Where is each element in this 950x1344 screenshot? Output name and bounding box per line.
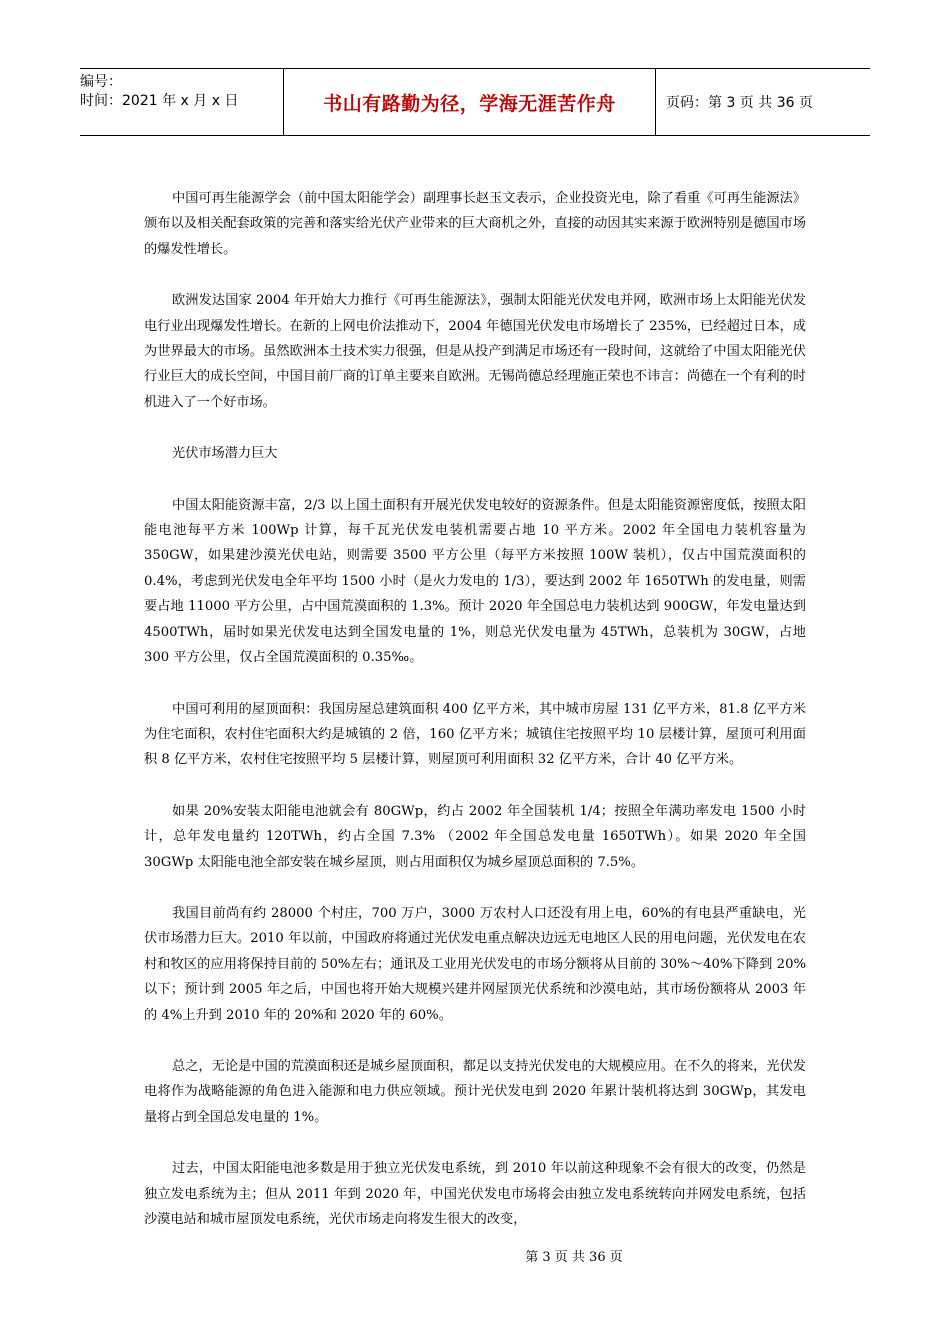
paragraph-8: 过去，中国太阳能电池多数是用于独立光伏发电系统，到 2010 年以前这种现象不会有很大的改变，仍然是独立发电系统为主；但从 2011 年到 2020 年，中国光伏发电市场将会由独立发电系统转向并网发电系统，包括沙漠电站和城市屋顶发电系统，光伏市场走向将发生很大的改变， <box>144 1161 806 1227</box>
paragraph-7: 总之，无论是中国的荒漠面积还是城乡屋顶面积，都足以支持光伏发电的大规模应用。在不久的将来，光伏发电将作为战略能源的角色进入能源和电力供应领域。预计光伏发电到 2020 年累计装机将达到 30GWp，其发电量将占到全国总发电量的 1%。 <box>144 1058 806 1125</box>
paragraph-4: 中国可利用的屋顶面积：我国房屋总建筑面积 400 亿平方米，其中城市房屋 131 亿平方米，81.8 亿平方米为住宅面积，农村住宅面积大约是城镇的 2 倍，160 亿平方米；城镇住宅按照平均 10 层楼计算，屋顶可利用面积 8 亿平方米，农村住宅按照平均 5 层楼计算，则屋顶可利用面积 32 亿平方米，合计 40 亿平方米。 <box>144 701 806 768</box>
header-page-info: 页码：第 3 页 共 36 页 <box>666 95 813 111</box>
paragraph-3: 中国太阳能资源丰富，2/3 以上国土面积有开展光伏发电较好的资源条件。但是太阳能资源密度低，按照太阳能电池每平方米 100Wp 计算，每千瓦光伏发电装机需要占地 10 平方米。2002 年全国电力装机容量为 350GW，如果建沙漠光伏电站，则需要 3500 平方公里（每平方米按照 100W 装机），仅占中国荒漠面积的 0.4%，考虑到光伏发电全年平均 1500 小时（是火力发电的 1/3），要达到 2002 年 1650TWh 的发电量，则需要占地 11000 平方公里，占中国荒漠面积的 1.3%。预计 2020 年全国总电力装机达到 900GW，年发电量达到 4500TWh，届时如果光伏发电达到全国发电量的 1%，则总光伏发电量为 45TWh，总装机为 30GW，占地 300 平方公里，仅占全国荒漠面积的 0.35‰。 <box>144 497 806 666</box>
page-footer: 第 3 页 共 36 页 <box>525 1250 623 1265</box>
paragraph-2: 欧洲发达国家 2004 年开始大力推行《可再生能源法》，强制太阳能光伏发电并网，欧洲市场上太阳能光伏发电行业出现爆发性增长。在新的上网电价法推动下，2004 年德国光伏发电市场增长了 235%，已经超过日本，成为世界最大的市场。虽然欧洲本土技术实力很强，但是从投产到满足市场还有一段时间，这就给了中国太阳能光伏行业巨大的成长空间，中国目前厂商的订单主要来自欧洲。无锡尚德总经理施正荣也不讳言：尚德在一个有利的时机进入了一个好市场。 <box>144 293 806 410</box>
paragraph-1: 中国可再生能源学会（前中国太阳能学会）副理事长赵玉文表示，企业投资光电，除了看重《可再生能源法》颁布以及相关配套政策的完善和落实给光伏产业带来的巨大商机之外，直接的动因其实来源于欧洲特别是德国市场的爆发性增长。 <box>144 191 806 257</box>
document-date: 时间：2021 年 x 月 x 日 <box>80 93 239 109</box>
section-heading: 光伏市场潜力巨大 <box>172 446 278 462</box>
header-meta <box>80 73 280 111</box>
document-body <box>144 186 806 1258</box>
header-motto: 书山有路勤为径，学海无涯苦作舟 <box>323 92 616 115</box>
document-number-label: 编号： <box>80 74 122 90</box>
header-divider-right <box>655 69 656 135</box>
page-header <box>80 68 870 136</box>
paragraph-6: 我国目前尚有约 28000 个村庄，700 万户，3000 万农村人口还没有用上电，60%的有电县严重缺电，光伏市场潜力巨大。2010 年以前，中国政府将通过光伏发电重点解决边远无电地区人民的用电问题，光伏发电在农村和牧区的应用将保持目前的 50%左右；通讯及工业用光伏发电的市场分额将从目前的 30%～40%下降到 20%以下；预计到 2005 年之后，中国也将开始大规模兴建并网屋顶光伏系统和沙漠电站，其市场份额将从 2003 年的 4%上升到 2010 年的 20%和 2020 年的 60%。 <box>144 905 806 1023</box>
paragraph-5: 如果 20%安装太阳能电池就会有 80GWp，约占 2002 年全国装机 1/4；按照全年满功率发电 1500 小时计，总年发电量约 120TWh，约占全国 7.3% （2002 年全国总发电量 1650TWh）。如果 2020 年全国 30GWp 太阳能电池全部安装在城乡屋顶，则占用面积仅为城乡屋顶总面积的 7.5%。 <box>144 803 806 870</box>
